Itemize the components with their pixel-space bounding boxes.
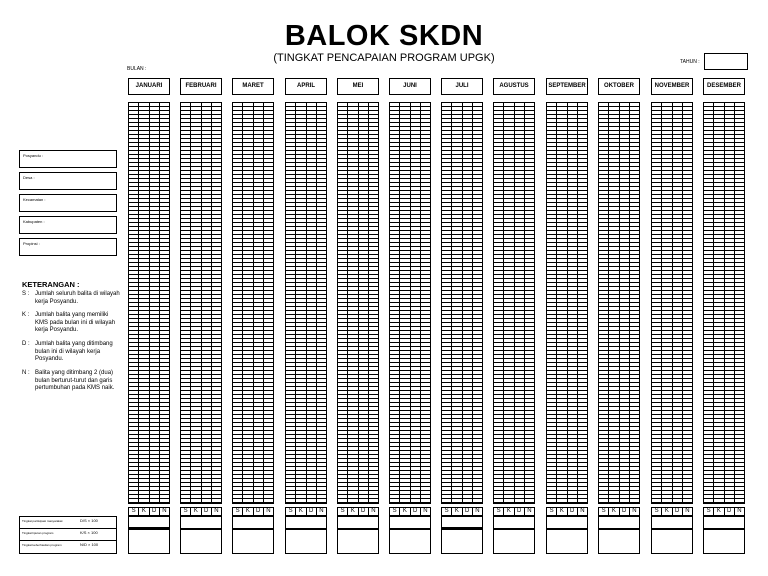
skdn-label: N [475,508,480,514]
skdn-label-row [441,507,483,516]
skdn-label: K [296,508,306,515]
summary-box[interactable] [285,516,327,529]
skdn-grid[interactable] [180,102,222,504]
summary-box[interactable] [389,529,431,554]
legend-row: Tingkat keberhasilan program N/D × 100 [22,542,99,547]
month-header: SEPTEMBER [546,78,588,95]
skdn-label: N [527,508,532,514]
skdn-label: N [266,508,271,514]
propinsi-field[interactable] [19,238,117,256]
skdn-label: K [504,508,514,515]
skdn-label: S [338,508,348,515]
legend-row: Tingkat liputan program K/S × 100 [20,529,116,541]
propinsi-label: Propinsi : [23,241,40,246]
skdn-label: D [150,508,160,515]
skdn-label: D [620,508,630,515]
skdn-label: N [685,508,690,514]
skdn-label-row [180,507,222,516]
skdn-grid[interactable] [598,102,640,504]
skdn-label: D [725,508,735,515]
skdn-label: D [411,508,421,515]
summary-box[interactable] [441,529,483,554]
month-header: JULI [441,78,483,95]
legend-row: Tingkat partisipasi masyarakat D/S × 100 [20,517,116,529]
summary-box[interactable] [232,516,274,529]
skdn-label: K [452,508,462,515]
skdn-label: K [714,508,724,515]
month-header: AGUSTUS [493,78,535,95]
month-header: DESEMBER [703,78,745,95]
bulan-label: BULAN : [127,66,147,72]
summary-box[interactable] [703,516,745,529]
skdn-label: N [214,508,219,514]
summary-box[interactable] [493,516,535,529]
kabupaten-field[interactable] [19,216,117,234]
summary-box[interactable] [703,529,745,554]
skdn-grid[interactable] [651,102,693,504]
summary-box[interactable] [285,529,327,554]
month-header: OKTOBER [598,78,640,95]
skdn-grid[interactable] [493,102,535,504]
legend-box [19,516,117,554]
skdn-grid[interactable] [546,102,588,504]
skdn-label: S [442,508,452,515]
page-title: BALOK SKDN [284,20,484,52]
skdn-label: K [400,508,410,515]
skdn-label: D [202,508,212,515]
month-header: JANUARI [128,78,170,95]
skdn-grid[interactable] [285,102,327,504]
summary-box[interactable] [598,529,640,554]
month-header: MEI [337,78,379,95]
skdn-grid[interactable] [389,102,431,504]
skdn-label: N [580,508,585,514]
summary-box[interactable] [180,529,222,554]
skdn-label: D [254,508,264,515]
skdn-label-row [285,507,327,516]
summary-box[interactable] [651,529,693,554]
summary-box[interactable] [651,516,693,529]
skdn-label: S [599,508,609,515]
skdn-label: S [547,508,557,515]
summary-box[interactable] [128,529,170,554]
keterangan-title: KETERANGAN : [22,280,80,289]
month-header: NOVEMBER [651,78,693,95]
month-header: MARET [232,78,274,95]
skdn-label-row [546,507,588,516]
skdn-label: N [423,508,428,514]
posyandu-label: Posyandu : [23,153,44,158]
tahun-field[interactable] [704,53,748,70]
skdn-label: N [737,508,742,514]
skdn-label: D [515,508,525,515]
skdn-label-row [598,507,640,516]
skdn-label-row [337,507,379,516]
skdn-label: S [390,508,400,515]
skdn-label: S [494,508,504,515]
kecamatan-label: Kecamatan : [23,197,46,202]
skdn-label: N [371,508,376,514]
summary-box[interactable] [546,516,588,529]
desa-field[interactable] [19,172,117,190]
skdn-grid[interactable] [441,102,483,504]
skdn-label: D [359,508,369,515]
skdn-label: K [348,508,358,515]
summary-box[interactable] [180,516,222,529]
skdn-label: N [632,508,637,514]
summary-box[interactable] [493,529,535,554]
skdn-label: K [139,508,149,515]
skdn-label-row [703,507,745,516]
skdn-grid[interactable] [128,102,170,504]
skdn-label: N [162,508,167,514]
summary-box[interactable] [546,529,588,554]
posyandu-field[interactable] [19,150,117,168]
skdn-label: K [557,508,567,515]
skdn-label-row [128,507,170,516]
skdn-label: D [307,508,317,515]
month-header: APRIL [285,78,327,95]
skdn-label: K [191,508,201,515]
skdn-label: D [673,508,683,515]
skdn-label: K [243,508,253,515]
skdn-label: D [463,508,473,515]
skdn-label-row [232,507,274,516]
skdn-grid[interactable] [703,102,745,504]
skdn-label: D [568,508,578,515]
summary-box[interactable] [441,516,483,529]
skdn-label: K [609,508,619,515]
tahun-label: TAHUN : [680,59,700,65]
month-header: FEBRUARI [180,78,222,95]
skdn-label: N [319,508,324,514]
skdn-label: S [233,508,243,515]
skdn-label-row [389,507,431,516]
summary-box[interactable] [128,516,170,529]
summary-box[interactable] [389,516,431,529]
skdn-label: K [662,508,672,515]
skdn-label-row [493,507,535,516]
skdn-grid[interactable] [232,102,274,504]
skdn-label-row [651,507,693,516]
skdn-grid[interactable] [337,102,379,504]
page-subtitle: (TINGKAT PENCAPAIAN PROGRAM UPGK) [273,52,495,64]
kecamatan-field[interactable] [19,194,117,212]
skdn-label: S [652,508,662,515]
skdn-label: S [704,508,714,515]
skdn-label: S [181,508,191,515]
summary-box[interactable] [232,529,274,554]
desa-label: Desa : [23,175,35,180]
kabupaten-label: Kabupaten : [23,219,45,224]
summary-box[interactable] [337,529,379,554]
summary-box[interactable] [337,516,379,529]
skdn-label: S [286,508,296,515]
month-header: JUNI [389,78,431,95]
summary-box[interactable] [598,516,640,529]
skdn-label: S [129,508,139,515]
